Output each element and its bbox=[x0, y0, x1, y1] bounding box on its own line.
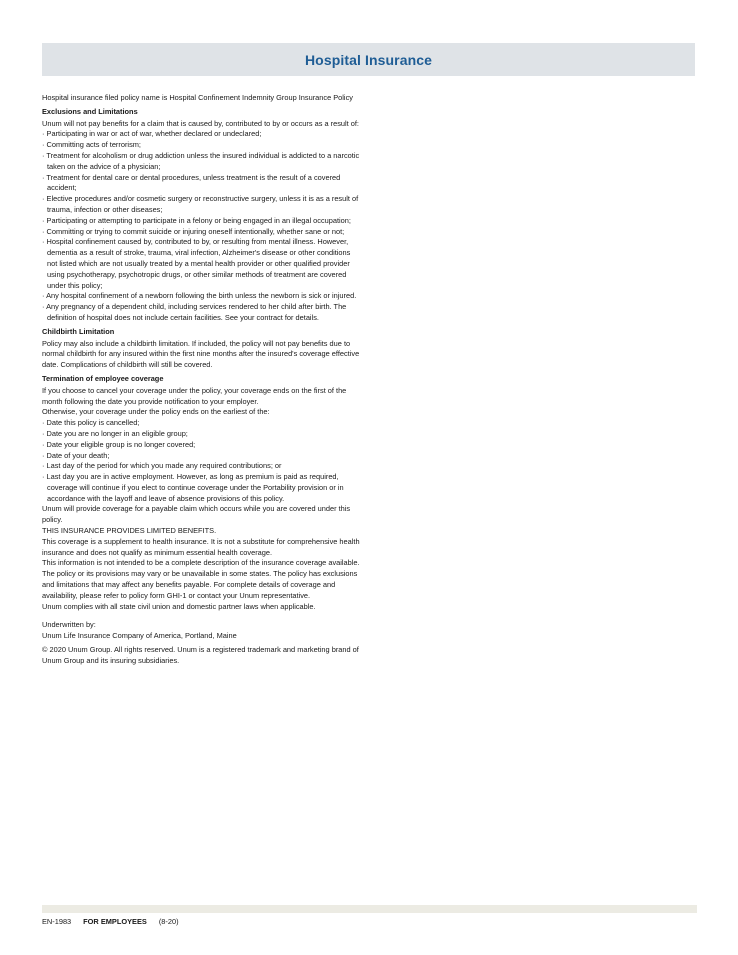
exclusions-lead: Unum will not pay benefits for a claim that is caused by, contributed to by or occurs as a result of: bbox=[42, 118, 359, 128]
childbirth-text: Policy may also include a childbirth limitation. If included, the policy will not pay benefits due to normal childbirth for any insured within the first nine months after the insured's coverage effective date. Complications of childbirth will still be covered. bbox=[42, 338, 360, 370]
copyright-text: © 2020 Unum Group. All rights reserved. Unum is a registered trademark and marketing brand of Unum Group and its insuring subsidiaries. bbox=[42, 645, 359, 665]
supplement-notice: This coverage is a supplement to health insurance. It is not a substitute for comprehensive health insurance and does not qualify as minimum essential health coverage. bbox=[42, 536, 360, 557]
list-item: · Date this policy is cancelled; bbox=[42, 418, 360, 429]
underwriter-label: Underwritten by: bbox=[42, 620, 96, 630]
list-item: · Last day you are in active employment. However, as long as premium is paid as required, coverage will continue if you elect to continue coverage under the Portability provision or in accordance with the layoff and leave of absence provisions of this policy. bbox=[42, 472, 360, 504]
termination-lead-earliest: Otherwise, your coverage under the policy ends on the earliest of the: bbox=[42, 407, 270, 417]
page-title: Hospital Insurance bbox=[304, 51, 433, 68]
exclusions-heading: Exclusions and Limitations bbox=[42, 106, 138, 116]
list-item: · Treatment for alcoholism or drug addiction unless the insured individual is addicted to a narcotic taken on the advice of a physician; bbox=[42, 151, 360, 173]
page-header bbox=[42, 43, 695, 76]
limited-benefits-notice: THIS INSURANCE PROVIDES LIMITED BENEFITS. bbox=[42, 526, 217, 536]
list-item: · Date your eligible group is no longer covered; bbox=[42, 440, 360, 451]
disclaimer-text: This information is not intended to be a complete description of the insurance coverage available. The policy or its provisions may vary or be unavailable in some states. The policy has exclusions and limitations that may affect any benefits payable. For complete details of coverage and availability, please refer to policy form GHI-1 or contact your Unum representative. bbox=[42, 558, 360, 600]
page-footer bbox=[42, 917, 179, 926]
list-item: · Date of your death; bbox=[42, 451, 360, 462]
termination-heading: Termination of employee coverage bbox=[42, 373, 164, 383]
list-item: · Participating in war or act of war, whether declared or undeclared; bbox=[42, 129, 360, 140]
form-date: (8-20) bbox=[158, 917, 179, 926]
termination-list bbox=[42, 418, 360, 504]
termination-lead-cancel: If you choose to cancel your coverage under the policy, your coverage ends on the first of the month following the date you provide notification to your employer. bbox=[42, 385, 347, 406]
list-item: · Participating or attempting to participate in a felony or being engaged in an illegal occupation; bbox=[42, 216, 360, 227]
coverage-note: Unum will provide coverage for a payable claim which occurs while you are covered under this policy. bbox=[42, 504, 351, 525]
list-item: · Any hospital confinement of a newborn following the birth unless the newborn is sick or injured. bbox=[42, 291, 360, 302]
list-item: · Last day of the period for which you made any required contributions; or bbox=[42, 461, 360, 472]
civil-union-notice: Unum complies with all state civil union and domestic partner laws when applicable. bbox=[42, 601, 316, 611]
list-item: · Hospital confinement caused by, contributed to by, or resulting from mental illness. However, dementia as a result of stroke, trauma, viral infection, Alzheimer's disease or other conditions not listed which are not usually treated by a mental health provider or other qualified provider using psychotherapy, psychotropic drugs, or other similar methods of treatment are covered under this policy; bbox=[42, 237, 360, 291]
list-item: · Any pregnancy of a dependent child, including services rendered to her child after birth. The definition of hospital does not include certain facilities. See your contract for details. bbox=[42, 302, 360, 324]
list-item: · Elective procedures and/or cosmetic surgery or reconstructive surgery, unless it is as a result of trauma, infection or other diseases; bbox=[42, 194, 360, 216]
list-item: · Committing or trying to commit suicide or injuring oneself intentionally, whether sane or not; bbox=[42, 227, 360, 238]
list-item: · Committing acts of terrorism; bbox=[42, 140, 360, 151]
form-code: EN-1983 bbox=[42, 917, 72, 926]
childbirth-heading: Childbirth Limitation bbox=[42, 326, 115, 336]
intro-text: Hospital insurance filed policy name is Hospital Confinement Indemnity Group Insurance Policy bbox=[42, 93, 353, 102]
document-body bbox=[42, 93, 360, 667]
underwriter-company: Unum Life Insurance Company of America, Portland, Maine bbox=[42, 631, 237, 641]
footer-bar bbox=[42, 905, 697, 913]
list-item: · Date you are no longer in an eligible group; bbox=[42, 429, 360, 440]
list-item: · Treatment for dental care or dental procedures, unless treatment is the result of a covered accident; bbox=[42, 173, 360, 195]
audience-label: FOR EMPLOYEES bbox=[83, 917, 147, 926]
exclusions-list bbox=[42, 129, 360, 323]
